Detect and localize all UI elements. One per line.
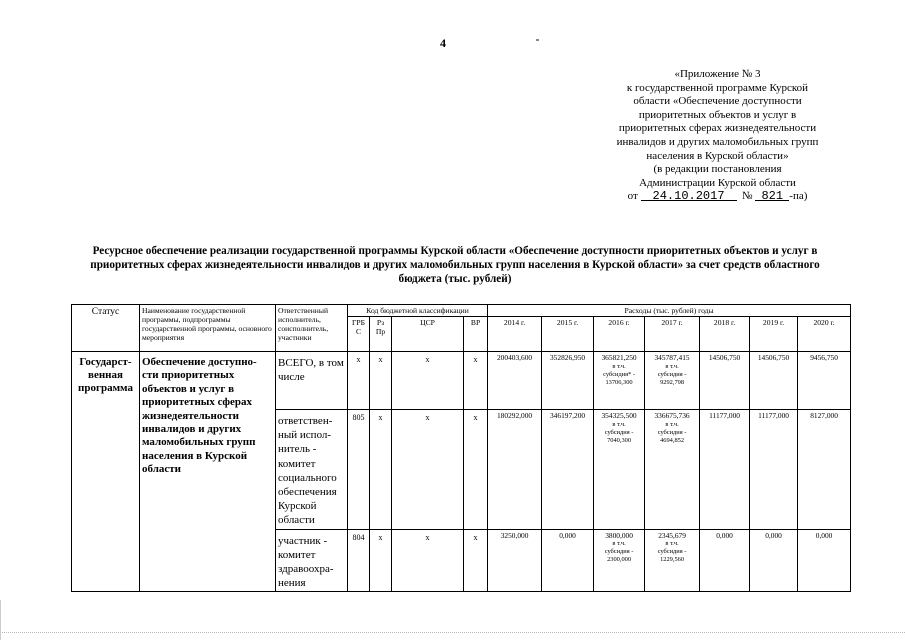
note: субсидия - (657, 548, 687, 556)
note: 9292,798 (660, 378, 685, 386)
note: в т.ч. (665, 362, 679, 370)
note: 13706,300 (605, 378, 633, 386)
header-name: Наименование государственной программы, подпрограммы государственной программы, основного мероприятия (140, 305, 276, 352)
header-vr: ВР (464, 317, 488, 352)
rzpr-cell: х (370, 352, 392, 410)
csr-cell: х (392, 410, 464, 530)
note: в т.ч. (665, 540, 679, 548)
program-name-cell: Обеспечение доступно-сти приоритетных объектов и услуг в приоритетных сферах жизнедеятельности инвалидов и других маломобильных групп населения в Курской области (140, 352, 276, 592)
value-2014: 200403,600 (488, 352, 542, 410)
value-2018: 14506,750 (700, 352, 750, 410)
header-year: 2016 г. (594, 317, 645, 352)
appendix-line: приоритетных объектов и услуг в (638, 108, 797, 121)
value-2014: 180292,000 (488, 410, 542, 530)
value-2020: 0,000 (798, 529, 851, 592)
value-2020: 9456,750 (798, 352, 851, 410)
note: в т.ч. (612, 540, 626, 548)
appendix-line: области «Обеспечение доступности (633, 95, 802, 108)
vr-cell: х (464, 410, 488, 530)
header-year: 2014 г. (488, 317, 542, 352)
value-2016 (594, 529, 645, 592)
note: 1229,560 (660, 556, 685, 564)
header-responsible: Ответственный исполнитель, соисполнитель, участники (276, 305, 348, 352)
value-2020: 8127,000 (798, 410, 851, 530)
status-cell: Государст-венная программа (72, 352, 140, 592)
appendix-line: к государственной программе Курской (626, 81, 809, 94)
header-expenses: Расходы (тыс. рублей) годы (488, 305, 851, 317)
date-field (641, 189, 737, 204)
grbs-cell: 805 (348, 410, 370, 530)
scan-artifact (536, 39, 539, 41)
table-row (72, 352, 851, 410)
note: субсидия* - (603, 370, 635, 378)
header-year: 2017 г. (645, 317, 700, 352)
decree-number: 821 (761, 189, 784, 204)
rzpr-cell: х (370, 410, 392, 530)
value-2017 (645, 352, 700, 410)
value-2017 (645, 410, 700, 530)
value-2018: 11177,000 (700, 410, 750, 530)
resource-table (71, 304, 851, 592)
note: в т.ч. (612, 362, 626, 370)
value-2015: 0,000 (542, 529, 594, 592)
header-status: Статус (72, 305, 140, 352)
note: субсидия - (657, 370, 687, 378)
responsible-cell: ответствен-ный испол-нитель - комитет социального обеспечения Курской области (276, 410, 348, 530)
header-rzpr: Рз Пр (370, 317, 392, 352)
appendix-block (590, 68, 845, 204)
scan-edge-line (0, 600, 11, 640)
note: субсидия - (657, 428, 687, 436)
amount: 365821,250 (601, 353, 637, 362)
vr-cell: х (464, 529, 488, 592)
responsible-cell: ВСЕГО, в том числе (276, 352, 348, 410)
header-year: 2019 г. (750, 317, 798, 352)
grbs-cell: 804 (348, 529, 370, 592)
value-2016 (594, 352, 645, 410)
amount: 345787,415 (654, 353, 690, 362)
header-year: 2020 г. (798, 317, 851, 352)
header-csr: ЦСР (392, 317, 464, 352)
scan-edge-artifact (0, 632, 905, 636)
header-year: 2015 г. (542, 317, 594, 352)
decree-date: 24.10.2017 (652, 189, 725, 204)
note: 7040,300 (607, 436, 632, 444)
appendix-line: «Приложение № 3 (674, 68, 761, 80)
value-2019: 0,000 (750, 529, 798, 592)
value-2019: 14506,750 (750, 352, 798, 410)
responsible-cell: участник - комитет здравоохра-нения (276, 529, 348, 592)
note: 4694,852 (660, 436, 685, 444)
value-2018: 0,000 (700, 529, 750, 592)
note: в т.ч. (612, 420, 626, 428)
amount: 336675,736 (654, 411, 690, 420)
note: в т.ч. (665, 420, 679, 428)
appendix-line: Администрации Курской области (639, 176, 796, 189)
value-2016 (594, 410, 645, 530)
appendix-line: (в редакции постановления (653, 163, 782, 176)
decree-date-line (590, 190, 845, 204)
amount: 3800,000 (605, 530, 633, 540)
note: 2300,000 (607, 556, 632, 564)
csr-cell: х (392, 352, 464, 410)
table-header-row (72, 305, 851, 317)
appendix-line: инвалидов и других маломобильных групп (616, 135, 819, 148)
value-2019: 11177,000 (750, 410, 798, 530)
csr-cell: х (392, 529, 464, 592)
amount: 354325,500 (601, 411, 637, 420)
vr-cell: х (464, 352, 488, 410)
value-2015: 346197,200 (542, 410, 594, 530)
value-2014: 3250,000 (488, 529, 542, 592)
amount: 2345,679 (658, 530, 686, 540)
rzpr-cell: х (370, 529, 392, 592)
header-grbs: ГРБ С (348, 317, 370, 352)
appendix-line: населения в Курской области» (646, 149, 789, 162)
number-suffix: -па) (789, 190, 808, 203)
header-budget-code: Код бюджетной классификации (348, 305, 488, 317)
note: субсидия - (604, 428, 634, 436)
document-heading: Ресурсное обеспечение реализации государственной программы Курской области «Обеспечение доступности приоритетных объектов и услуг в приоритетных сферах жизнедеятельности инвалидов и других маломобильных групп населения в Курской области» за счет средств областного бюджета (тыс. рублей) (90, 245, 820, 285)
header-year: 2018 г. (700, 317, 750, 352)
number-field (755, 189, 789, 204)
value-2017 (645, 529, 700, 592)
value-2015: 352826,950 (542, 352, 594, 410)
page-number: 4 (440, 36, 446, 50)
appendix-line: приоритетных сферах жизнедеятельности (618, 122, 817, 135)
date-prefix: от (627, 190, 638, 203)
note: субсидия - (604, 548, 634, 556)
number-prefix: № (742, 190, 753, 203)
grbs-cell: х (348, 352, 370, 410)
